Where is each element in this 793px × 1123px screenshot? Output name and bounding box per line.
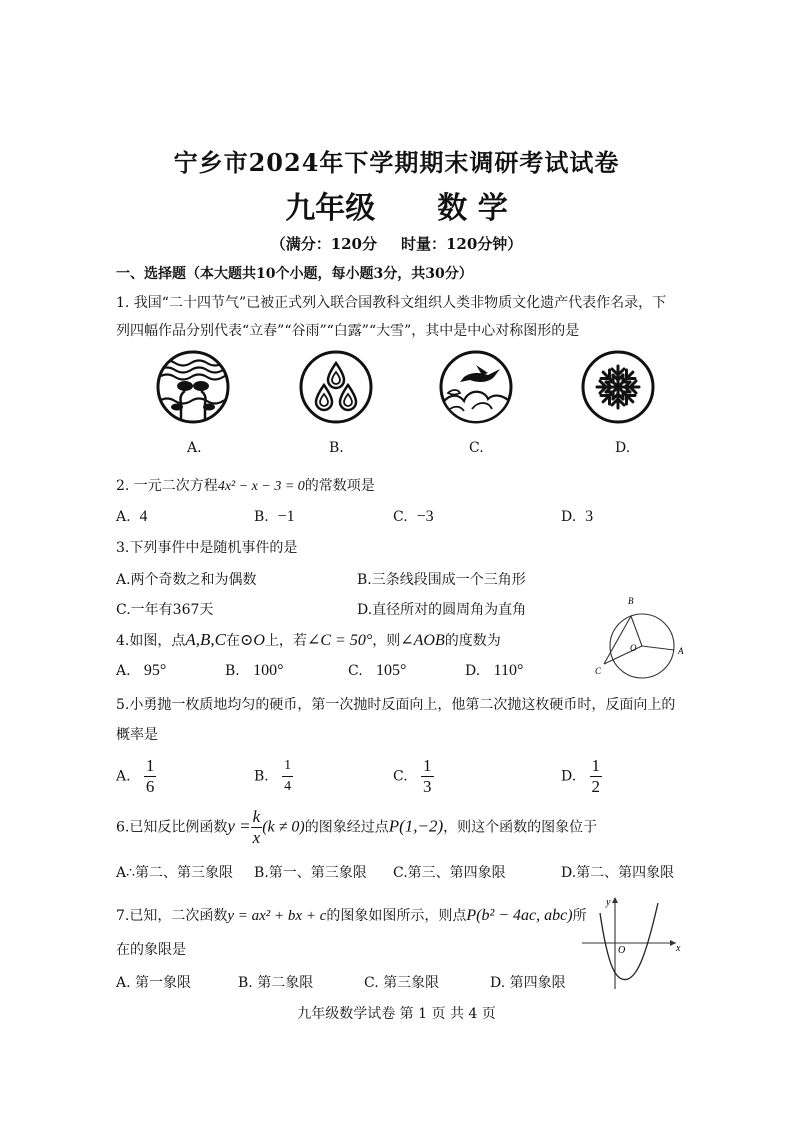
q4-label-b: B [628, 596, 634, 606]
q4-circle-figure [590, 592, 695, 682]
q2-stem-pre: 2. 一元二次方程 [116, 478, 218, 494]
q5-option-b: B. $\frac{1}{4}$ [254, 758, 292, 794]
q7-label-o: O [618, 945, 626, 956]
q7-parabola-figure [580, 893, 685, 993]
q4-label-o: O [630, 643, 637, 653]
exam-meta [0, 233, 793, 254]
q4-stem: 4.如图，点A,B,C在⊙O上，若∠C = 50°，则∠AOB的度数为 [116, 630, 501, 649]
q3-option-d: D.直径所对的圆周角为直角 [357, 602, 527, 618]
q3-option-c: C.一年有367天 [116, 602, 214, 618]
q7-option-a: A. 第一象限 [116, 975, 192, 991]
subject-label: 数 学 [437, 191, 508, 226]
guyu-icon [298, 349, 374, 425]
q4-option-c: C. 105° [348, 662, 407, 679]
q2-option-a: A. 4 [116, 508, 148, 525]
bailu-icon [438, 349, 514, 425]
q2-equation: 4x² − x − 3 = 0 [217, 479, 305, 494]
q1-option-b: B. [329, 440, 344, 456]
q7-option-c: C. 第三象限 [364, 975, 440, 991]
q3-option-a: A.两个奇数之和为偶数 [116, 572, 257, 588]
q5-line1: 5.小勇抛一枚质地均匀的硬币，第一次抛时反面向上，他第二次抛这枚硬币时，反面向上的 [116, 697, 676, 713]
q1-line1: 1. 我国“二十四节气”已被正式列入联合国教科文组织人类非物质文化遗产代表作名录，下 [116, 295, 667, 311]
grade-label: 九年级 [285, 191, 376, 226]
q2-stem-post: 的常数项是 [304, 478, 375, 494]
q1-option-c: C. [469, 440, 484, 456]
score-info: （满分：120分 [270, 235, 377, 253]
q4-label-a: A [678, 646, 684, 656]
q2-option-b: B. −1 [254, 508, 295, 525]
q7-line2: 在的象限是 [116, 942, 186, 958]
q4-option-a: A. 95° [116, 662, 167, 679]
q4-label-c: C [595, 666, 602, 676]
q6-option-b: B.第一、第三象限 [254, 865, 367, 881]
q5-option-a: A. $\frac{1}{6}$ [116, 756, 155, 796]
section-heading: 一、选择题（本大题共10个小题，每小题3分，共30分） [116, 266, 473, 282]
page-footer: 九年级数学试卷 第 1 页 共 4 页 [297, 1006, 496, 1022]
q6-option-a: A∴第二、第三象限 [116, 865, 234, 881]
q2-option-d: D. 3 [561, 508, 594, 525]
q2-stem [116, 475, 375, 495]
q5-line2: 概率是 [116, 727, 158, 743]
q1-line2: 列四幅作品分别代表“立春”“谷雨”“白露”“大雪”，其中是中心对称图形的是 [116, 323, 580, 339]
grade-subject [0, 183, 793, 227]
q4-option-d: D. 110° [465, 662, 524, 679]
q1-option-a: A. [187, 440, 202, 456]
q3-stem: 3.下列事件中是随机事件的是 [116, 540, 298, 556]
q5-option-d: D. $\frac{1}{2}$ [561, 756, 601, 796]
time-info: 时量：120分钟） [401, 235, 523, 253]
exam-title: 宁乡市2024年下学期期末调研考试试卷 [173, 148, 620, 177]
q7-option-b: B. 第二象限 [238, 975, 314, 991]
q3-option-b: B.三条线段围成一个三角形 [357, 572, 526, 588]
q7-option-d: D. 第四象限 [490, 975, 566, 991]
q6-option-d: D.第二、第四象限 [561, 865, 675, 881]
q1-option-d: D. [615, 440, 631, 456]
q6-stem: 6.已知反比例函数y = $\frac{k}{x}$ (k ≠ 0)的图象经过点P(1,−2)，则这个函数的图象位于 [116, 807, 598, 847]
q7-label-y: y [606, 897, 611, 908]
q6-option-c: C.第三、第四象限 [393, 865, 506, 881]
q7-label-x: x [676, 943, 681, 954]
daxue-icon [580, 349, 656, 425]
q5-option-c: C. $\frac{1}{3}$ [393, 756, 432, 796]
q4-option-b: B. 100° [225, 662, 284, 679]
q2-option-c: C. −3 [393, 508, 434, 525]
q7-stem: 7.已知，二次函数y = ax² + bx + c的图象如图所示，则点P(b² − 4ac, abc)所 [116, 907, 587, 924]
lichun-icon [155, 349, 231, 425]
